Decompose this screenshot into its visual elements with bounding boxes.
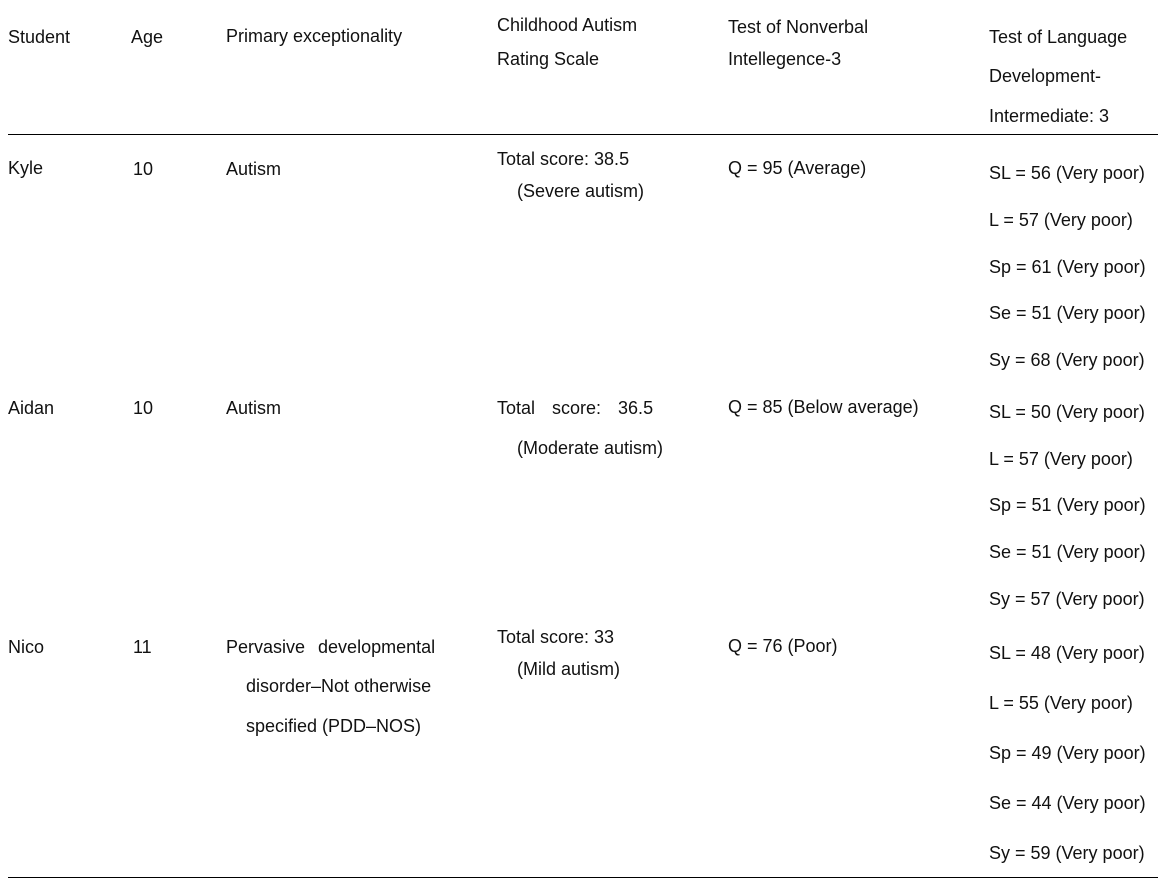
header-cars-line2: Rating Scale — [497, 49, 600, 69]
row-told-l: L = 57 (Very poor) — [989, 449, 1133, 469]
row-age: 10 — [133, 159, 154, 179]
row-told-se: Se = 51 (Very poor) — [989, 303, 1146, 323]
row-student: Aidan — [8, 398, 55, 418]
row-told-sl: SL = 56 (Very poor) — [989, 163, 1145, 183]
row-exceptionality-line1: Autism — [226, 398, 282, 418]
row-told-sp: Sp = 51 (Very poor) — [989, 495, 1146, 515]
row-told-sl: SL = 48 (Very poor) — [989, 643, 1145, 663]
row-told-se: Se = 44 (Very poor) — [989, 793, 1146, 813]
row-told-sp: Sp = 49 (Very poor) — [989, 743, 1146, 763]
row-cars-line1: Total score: 36.5 — [497, 398, 654, 418]
row-exceptionality-line1: Pervasive developmental — [226, 637, 436, 657]
row-cars-line2: (Severe autism) — [517, 181, 645, 201]
row-told-l: L = 55 (Very poor) — [989, 693, 1133, 713]
row-cars-line1: Total score: 33 — [497, 627, 615, 647]
bottom-rule — [8, 877, 1158, 878]
header-tonl-line2: Intellegence-3 — [728, 49, 842, 69]
row-told-se: Se = 51 (Very poor) — [989, 542, 1146, 562]
row-age: 11 — [133, 637, 152, 657]
header-age: Age — [131, 27, 164, 47]
row-tonl: Q = 76 (Poor) — [728, 636, 838, 656]
row-told-l: L = 57 (Very poor) — [989, 210, 1133, 230]
row-cars-line2: (Moderate autism) — [517, 438, 664, 458]
header-told-line3: Intermediate: 3 — [989, 106, 1110, 126]
header-rule — [8, 134, 1158, 135]
row-told-sp: Sp = 61 (Very poor) — [989, 257, 1146, 277]
header-cars-line1: Childhood Autism — [497, 15, 638, 35]
row-age: 10 — [133, 398, 154, 418]
row-exceptionality-line1: Autism — [226, 159, 282, 179]
row-student: Kyle — [8, 158, 44, 178]
row-told-sy: Sy = 57 (Very poor) — [989, 589, 1145, 609]
header-told-line1: Test of Language — [989, 27, 1128, 47]
row-cars-line1: Total score: 38.5 — [497, 149, 630, 169]
row-student: Nico — [8, 637, 45, 657]
header-tonl-line1: Test of Nonverbal — [728, 17, 869, 37]
row-told-sy: Sy = 68 (Very poor) — [989, 350, 1145, 370]
row-cars-line2: (Mild autism) — [517, 659, 621, 679]
header-student: Student — [8, 27, 71, 47]
row-exceptionality-line2: disorder–Not otherwise — [246, 676, 432, 696]
row-exceptionality-line3: specified (PDD–NOS) — [246, 716, 422, 736]
row-told-sy: Sy = 59 (Very poor) — [989, 843, 1145, 863]
row-tonl: Q = 85 (Below average) — [728, 397, 919, 417]
header-exceptionality: Primary exceptionality — [226, 26, 403, 46]
row-tonl: Q = 95 (Average) — [728, 158, 867, 178]
header-told-line2: Development- — [989, 66, 1102, 86]
row-told-sl: SL = 50 (Very poor) — [989, 402, 1145, 422]
